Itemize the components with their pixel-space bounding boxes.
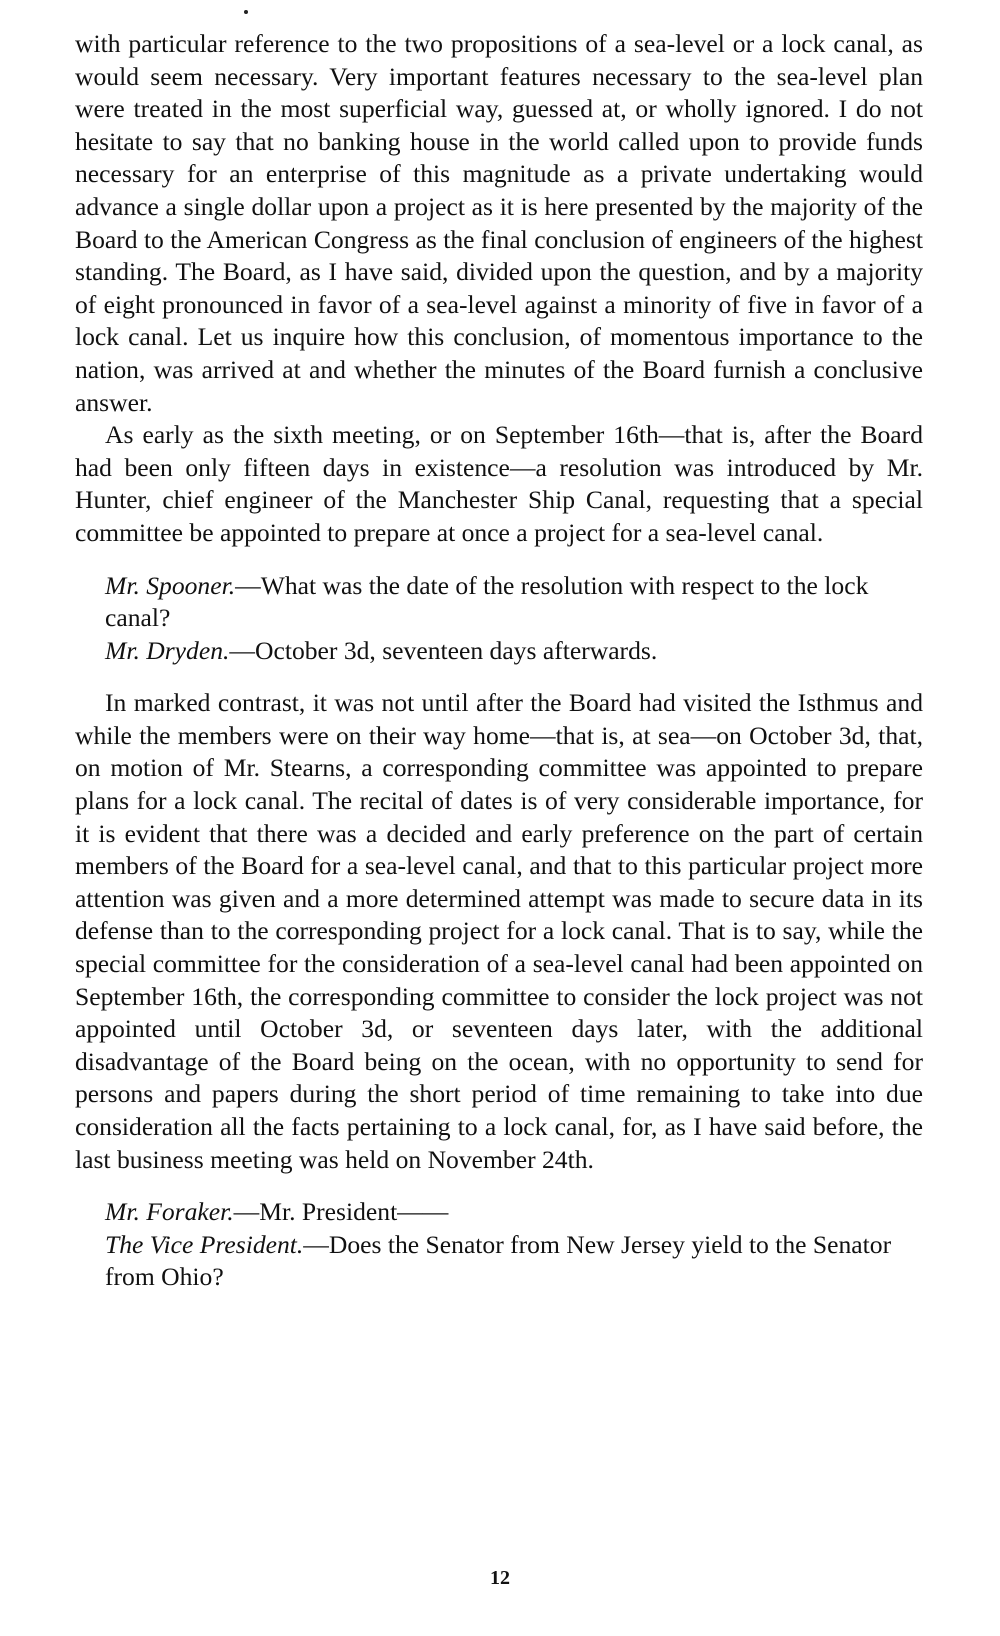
dialog-dryden [75,635,923,668]
dialog-foraker [75,1196,923,1229]
dialog-spooner [75,570,923,635]
speck-mark [244,10,248,14]
dialog-vice-president [75,1229,923,1294]
dialog-text: —Does the Senator from New Jersey yield to the Senator from Ohio? [105,1229,892,1292]
dialog-text: —Mr. President—— [233,1197,449,1227]
paragraph-1: with particular reference to the two propositions of a sea-level or a lock canal, as would seem necessary. Very important features necessary to the sea-level plan were treated in the most superficial way, guessed at, or wholly ignored. I do not hesitate to say that no banking house in the world called upon to provide funds necessary for an enterprise of this magnitude as a private undertaking would advance a single dollar upon a project as it is here presented by the majority of the Board to the American Congress as the final conclusion of engineers of the highest standing. The Board, as I have said, divided upon the question, and by a majority of eight pronounced in favor of a sea-level against a minority of five in favor of a lock canal. Let us inquire how this conclusion, of momentous importance to the nation, was arrived at and whether the minutes of the Board furnish a conclusive answer. [75,29,923,417]
speaker-name: Mr. Spooner. [105,570,236,600]
speaker-name: Mr. Foraker. [105,1197,234,1227]
page-number: 12 [490,1567,510,1589]
speaker-name: Mr. Dryden. [105,635,230,665]
paragraph-2: As early as the sixth meeting, or on September 16th—that is, after the Board had been only fifteen days in existence—a resolution was introduced by Mr. Hunter, chief engineer of the Manchester Ship Canal, requesting that a special committee be appointed to prepare at once a project for a sea-level canal. [75,420,923,547]
dialog-text: —What was the date of the resolution with respect to the lock canal? [105,570,869,633]
document-page [75,28,923,1294]
speaker-name: The Vice President. [105,1229,304,1259]
dialog-text: —October 3d, seventeen days afterwards. [229,635,658,665]
paragraph-3: In marked contrast, it was not until after the Board had visited the Isthmus and while the members were on their way home—that is, at sea—on October 3d, that, on motion of Mr. Stearns, a corresponding committee was appointed to prepare plans for a lock canal. The recital of dates is of very considerable importance, for it is evident that there was a decided and early preference on the part of certain members of the Board for a sea-level canal, and that to this particular project more attention was given and a more determined attempt was made to secure data in its defense than to the corresponding project for a lock canal. That is to say, while the special committee for the consideration of a sea-level canal had been appointed on September 16th, the corresponding committee to consider the lock project was not appointed until October 3d, or seventeen days later, with the additional disadvantage of the Board being on the ocean, with no opportunity to send for persons and papers during the short period of time remaining to take into due consideration all the facts pertaining to a lock canal, for, as I have said before, the last business meeting was held on November 24th. [75,688,923,1174]
